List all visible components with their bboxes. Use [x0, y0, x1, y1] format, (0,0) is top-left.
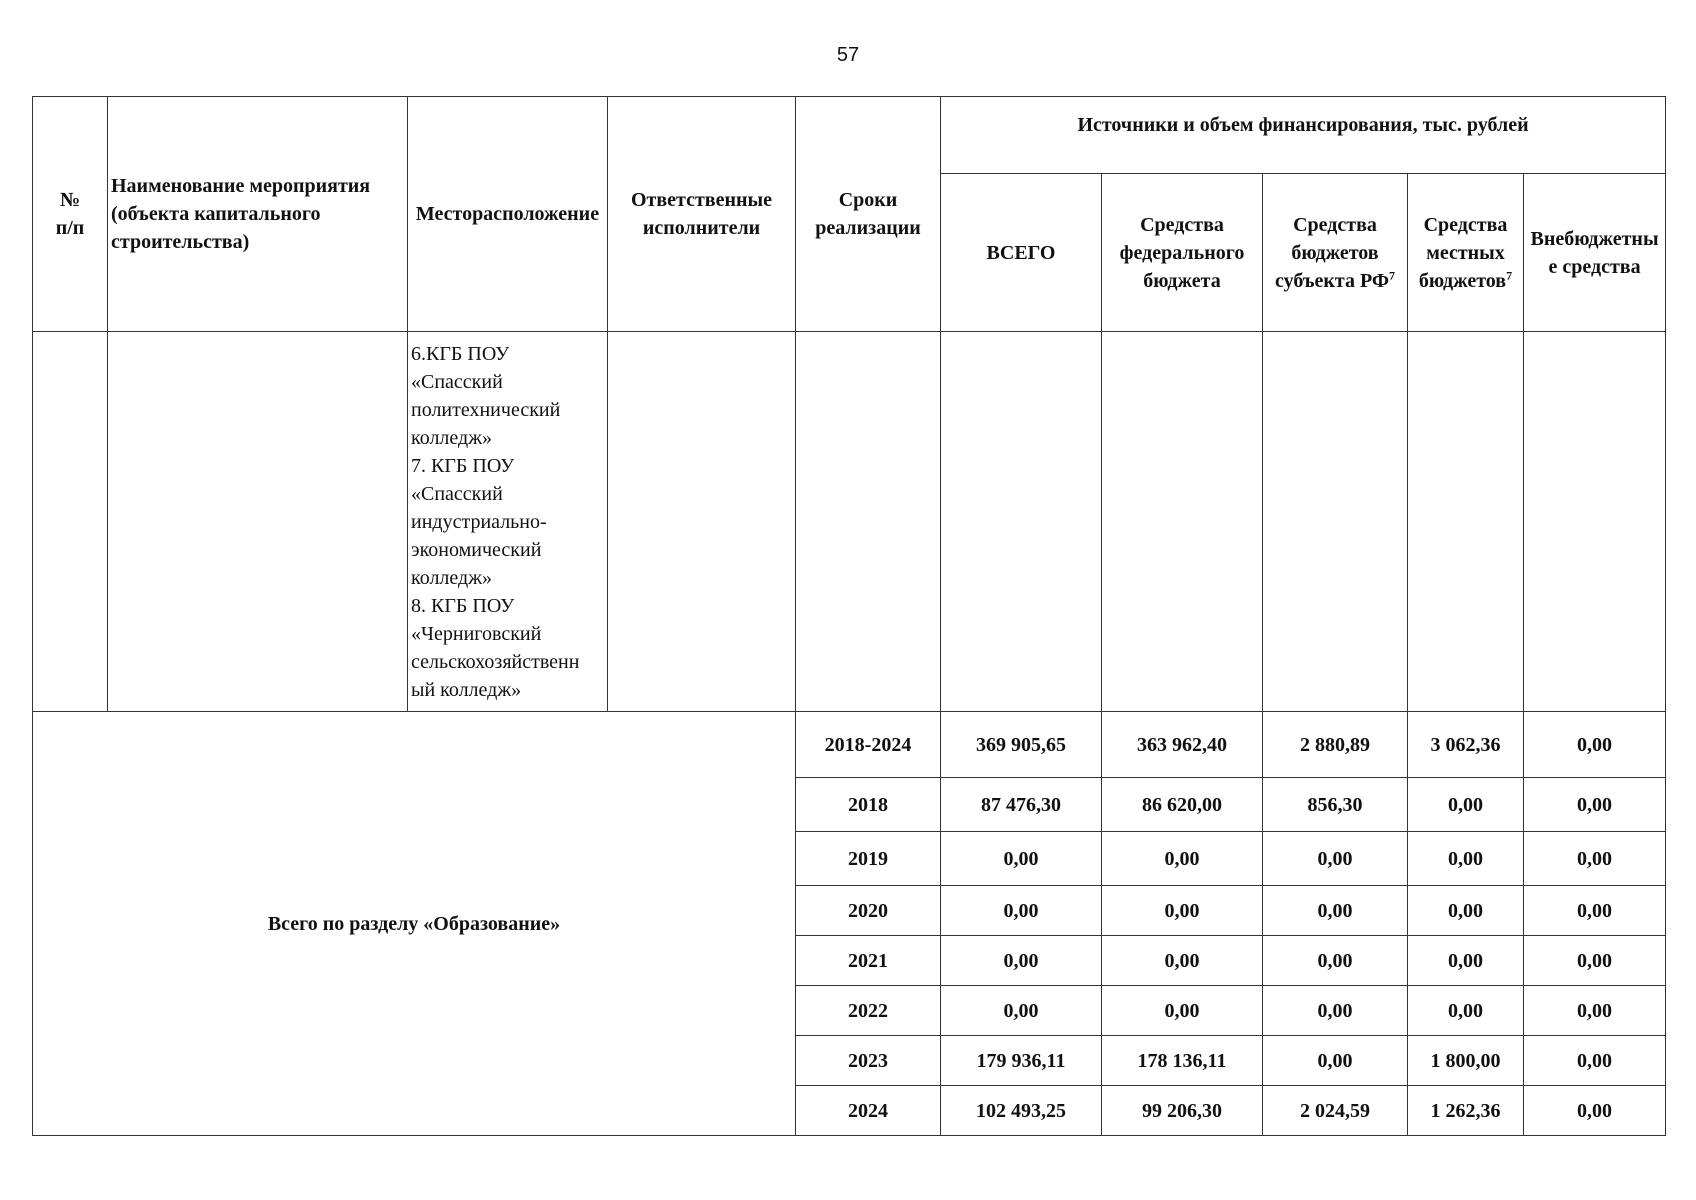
cell-empty	[796, 332, 941, 712]
header-num: № п/п	[33, 97, 108, 332]
header-local-text: Средства местных бюджетов	[1418, 213, 1508, 292]
header-location: Месторасположение	[408, 97, 608, 332]
cell-subject: 0,00	[1263, 886, 1408, 936]
cell-total: 102 493,25	[941, 1086, 1102, 1136]
header-name: Наименование мероприятия (объекта капитального строительства)	[108, 97, 408, 332]
table-row	[33, 712, 1666, 778]
footnote-mark: 7	[1389, 267, 1396, 282]
cell-offbudget: 0,00	[1524, 886, 1666, 936]
cell-offbudget: 0,00	[1524, 778, 1666, 832]
header-row-1	[33, 97, 1666, 174]
cell-local: 0,00	[1408, 936, 1524, 986]
cell-local: 3 062,36	[1408, 712, 1524, 778]
header-sources: Источники и объем финансирования, тыс. рублей	[941, 97, 1666, 174]
footnote-mark: 7	[1506, 267, 1513, 282]
location-line: «Черниговский	[411, 622, 542, 645]
cell-local: 0,00	[1408, 986, 1524, 1036]
cell-empty	[1524, 332, 1666, 712]
cell-period: 2018-2024	[796, 712, 941, 778]
cell-local: 0,00	[1408, 778, 1524, 832]
location-line: 7. КГБ ПОУ	[411, 454, 515, 477]
cell-federal: 0,00	[1102, 832, 1263, 886]
cell-empty	[941, 332, 1102, 712]
cell-period: 2023	[796, 1036, 941, 1086]
location-line: 8. КГБ ПОУ	[411, 594, 515, 617]
location-cell	[408, 332, 608, 712]
location-line: политехнический	[411, 398, 561, 421]
cell-empty	[1408, 332, 1524, 712]
cell-subject: 0,00	[1263, 832, 1408, 886]
cell-total: 179 936,11	[941, 1036, 1102, 1086]
location-line: индустриально-	[411, 510, 547, 533]
section-total-label: Всего по разделу «Образование»	[33, 712, 796, 1136]
cell-offbudget: 0,00	[1524, 986, 1666, 1036]
cell-federal: 363 962,40	[1102, 712, 1263, 778]
cell-subject: 0,00	[1263, 1036, 1408, 1086]
cell-subject: 856,30	[1263, 778, 1408, 832]
header-responsible: Ответственные исполнители	[608, 97, 796, 332]
header-federal: Средства федерального бюджета	[1102, 174, 1263, 332]
cell-period: 2021	[796, 936, 941, 986]
cell-offbudget: 0,00	[1524, 1086, 1666, 1136]
cell-total: 0,00	[941, 986, 1102, 1036]
cell-total: 369 905,65	[941, 712, 1102, 778]
cell-local: 0,00	[1408, 832, 1524, 886]
cell-subject: 0,00	[1263, 936, 1408, 986]
cell-period: 2019	[796, 832, 941, 886]
cell-empty	[33, 332, 108, 712]
cell-period: 2022	[796, 986, 941, 1036]
cell-empty	[1102, 332, 1263, 712]
cell-federal: 0,00	[1102, 886, 1263, 936]
cell-period: 2020	[796, 886, 941, 936]
cell-offbudget: 0,00	[1524, 936, 1666, 986]
cell-federal: 178 136,11	[1102, 1036, 1263, 1086]
header-total: ВСЕГО	[941, 174, 1102, 332]
location-line: «Спасский	[411, 370, 503, 393]
cell-period: 2018	[796, 778, 941, 832]
cell-offbudget: 0,00	[1524, 712, 1666, 778]
location-line: сельскохозяйственн	[411, 650, 580, 673]
location-line: 6.КГБ ПОУ	[411, 342, 510, 365]
location-line: колледж»	[411, 566, 493, 589]
cell-offbudget: 0,00	[1524, 1036, 1666, 1086]
cell-offbudget: 0,00	[1524, 832, 1666, 886]
cell-total: 0,00	[941, 936, 1102, 986]
header-subject-text: Средства бюджетов субъекта РФ	[1274, 213, 1390, 292]
location-line: ый колледж»	[411, 678, 522, 701]
financing-table	[32, 96, 1666, 1136]
location-line: «Спасский	[411, 482, 503, 505]
cell-subject: 2 880,89	[1263, 712, 1408, 778]
cell-period: 2024	[796, 1086, 941, 1136]
header-local	[1408, 174, 1524, 332]
cell-local: 1 800,00	[1408, 1036, 1524, 1086]
cell-empty	[108, 332, 408, 712]
location-line: колледж»	[411, 426, 493, 449]
cell-subject: 2 024,59	[1263, 1086, 1408, 1136]
cell-federal: 0,00	[1102, 936, 1263, 986]
page-number: 57	[836, 44, 860, 66]
location-line: экономический	[411, 538, 542, 561]
cell-total: 87 476,30	[941, 778, 1102, 832]
cell-empty	[1263, 332, 1408, 712]
header-subject	[1263, 174, 1408, 332]
cell-local: 0,00	[1408, 886, 1524, 936]
cell-empty	[608, 332, 796, 712]
cell-total: 0,00	[941, 886, 1102, 936]
cell-federal: 86 620,00	[1102, 778, 1263, 832]
cell-subject: 0,00	[1263, 986, 1408, 1036]
header-offbudget: Внебюджетные средства	[1524, 174, 1666, 332]
header-terms: Сроки реализации	[796, 97, 941, 332]
cell-federal: 99 206,30	[1102, 1086, 1263, 1136]
cell-total: 0,00	[941, 832, 1102, 886]
cell-local: 1 262,36	[1408, 1086, 1524, 1136]
location-row	[33, 332, 1666, 712]
cell-federal: 0,00	[1102, 986, 1263, 1036]
